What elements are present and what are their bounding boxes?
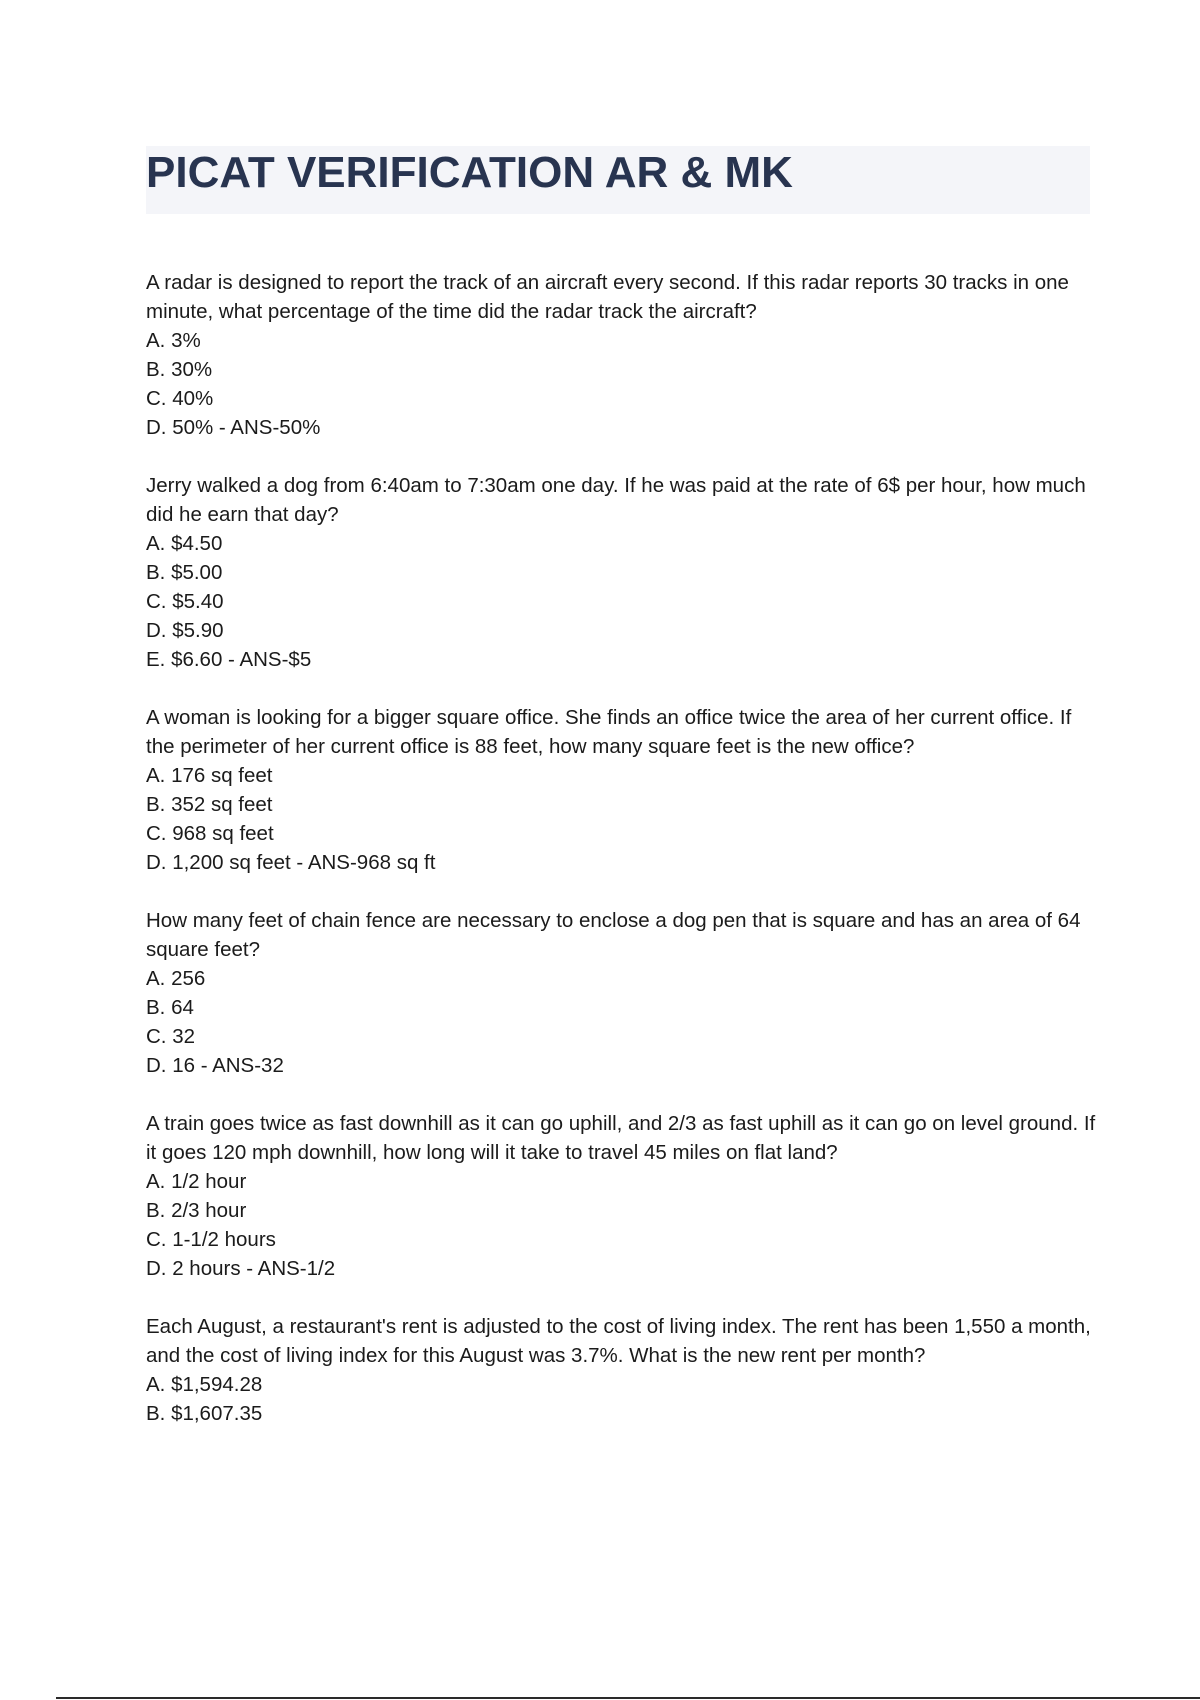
answer-option: D. 1,200 sq feet - ANS-968 sq ft xyxy=(146,851,436,874)
footer-divider xyxy=(56,1697,1200,1699)
answer-option: B. 30% xyxy=(146,358,213,381)
question-2 xyxy=(146,471,1096,674)
answer-option: B. 352 sq feet xyxy=(146,793,273,816)
question-5 xyxy=(146,1109,1096,1283)
answer-option: D. 50% - ANS-50% xyxy=(146,416,321,439)
question-list xyxy=(146,268,1096,1457)
answer-options xyxy=(146,1167,1096,1283)
question-text: A radar is designed to report the track of an aircraft every second. If this radar reports 30 tracks in one minute, what percentage of the time did the radar track the aircraft? xyxy=(146,271,1069,323)
question-3 xyxy=(146,703,1096,877)
answer-options xyxy=(146,529,1096,674)
question-1 xyxy=(146,268,1096,442)
question-4 xyxy=(146,906,1096,1080)
answer-option: C. $5.40 xyxy=(146,590,224,613)
page-title: PICAT VERIFICATION AR & MK xyxy=(146,148,793,197)
question-text: How many feet of chain fence are necessary to enclose a dog pen that is square and has an area of 64 square feet? xyxy=(146,909,1081,961)
answer-option: A. $1,594.28 xyxy=(146,1373,263,1396)
answer-options xyxy=(146,761,1096,877)
question-text: Each August, a restaurant's rent is adjusted to the cost of living index. The rent has been 1,550 a month, and the cost of living index for this August was 3.7%. What is the new rent per month? xyxy=(146,1315,1091,1367)
answer-option: D. 2 hours - ANS-1/2 xyxy=(146,1257,336,1280)
answer-option: D. $5.90 xyxy=(146,619,224,642)
answer-option: E. $6.60 - ANS-$5 xyxy=(146,648,312,671)
answer-option: B. $5.00 xyxy=(146,561,223,584)
answer-option: B. 64 xyxy=(146,996,194,1019)
answer-option: D. 16 - ANS-32 xyxy=(146,1054,284,1077)
answer-option: A. 256 xyxy=(146,967,206,990)
answer-options xyxy=(146,326,1096,442)
answer-options xyxy=(146,1370,1096,1428)
answer-option: C. 32 xyxy=(146,1025,195,1048)
answer-options xyxy=(146,964,1096,1080)
question-text: A woman is looking for a bigger square office. She finds an office twice the area of her current office. If the perimeter of her current office is 88 feet, how many square feet is the new office? xyxy=(146,706,1072,758)
answer-option: A. 1/2 hour xyxy=(146,1170,247,1193)
answer-option: A. 176 sq feet xyxy=(146,764,273,787)
answer-option: C. 1-1/2 hours xyxy=(146,1228,276,1251)
answer-option: C. 968 sq feet xyxy=(146,822,274,845)
answer-option: A. 3% xyxy=(146,329,201,352)
answer-option: A. $4.50 xyxy=(146,532,223,555)
question-text: Jerry walked a dog from 6:40am to 7:30am one day. If he was paid at the rate of 6$ per hour, how much did he earn that day? xyxy=(146,474,1086,526)
answer-option: B. 2/3 hour xyxy=(146,1199,247,1222)
question-text: A train goes twice as fast downhill as it can go uphill, and 2/3 as fast uphill as it can go on level ground. If it goes 120 mph downhill, how long will it take to travel 45 miles on flat land? xyxy=(146,1112,1096,1164)
answer-option: C. 40% xyxy=(146,387,214,410)
question-6 xyxy=(146,1312,1096,1428)
answer-option: B. $1,607.35 xyxy=(146,1402,263,1425)
